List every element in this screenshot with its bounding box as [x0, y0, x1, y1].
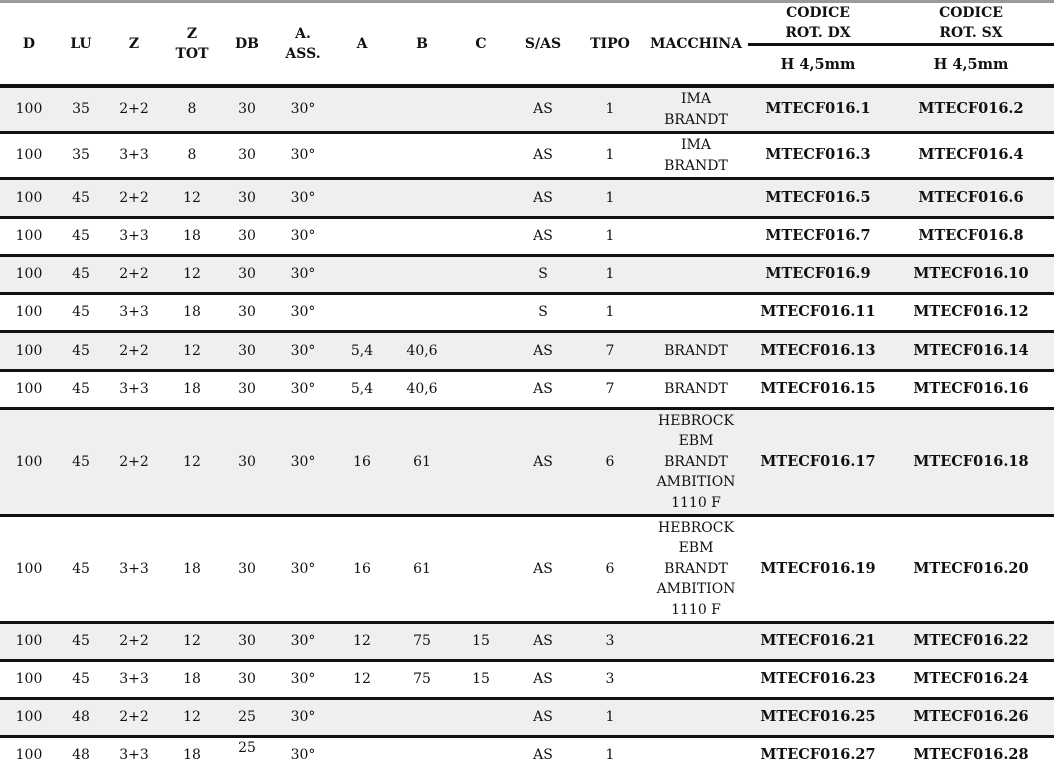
cell-ztot: 18	[164, 516, 220, 623]
cell-a	[332, 699, 392, 737]
machine-name: 1110 F	[644, 600, 748, 621]
cell-z: 3+3	[104, 294, 164, 332]
cell-sx: MTECF016.4	[888, 133, 1054, 179]
header-codice-dx-line1: CODICE	[748, 3, 888, 23]
cell-lu: 45	[58, 371, 104, 409]
cell-ztot: 18	[164, 371, 220, 409]
cell-a: 12	[332, 623, 392, 661]
header-codice-rot-dx	[748, 3, 888, 45]
cell-d: 100	[0, 256, 58, 294]
machine-name: BRANDT	[644, 379, 748, 400]
cell-dx: MTECF016.13	[748, 332, 888, 371]
header-codice-dx-line2: ROT. DX	[748, 23, 888, 43]
cell-lu: 45	[58, 409, 104, 516]
cell-aass: 30°	[274, 371, 332, 409]
cell-a	[332, 179, 392, 218]
cell-z: 3+3	[104, 218, 164, 256]
cell-z: 3+3	[104, 516, 164, 623]
table-row	[0, 661, 1054, 699]
cell-z: 2+2	[104, 256, 164, 294]
cell-d: 100	[0, 294, 58, 332]
header-a-ass	[274, 3, 332, 86]
cell-b	[392, 218, 452, 256]
cell-lu: 45	[58, 661, 104, 699]
cell-lu: 45	[58, 332, 104, 371]
cell-db: 30	[220, 409, 274, 516]
cell-aass: 30°	[274, 409, 332, 516]
table-row	[0, 256, 1054, 294]
cell-aass: 30°	[274, 661, 332, 699]
cell-ztot: 12	[164, 409, 220, 516]
cell-aass: 30°	[274, 133, 332, 179]
header-codice-rot-sx	[888, 3, 1054, 45]
cell-dx: MTECF016.21	[748, 623, 888, 661]
cell-sx: MTECF016.20	[888, 516, 1054, 623]
cell-dx: MTECF016.7	[748, 218, 888, 256]
header-d: D	[0, 3, 58, 86]
cell-a: 16	[332, 409, 392, 516]
cell-macchina	[644, 737, 748, 773]
product-code-table	[0, 3, 1054, 773]
cell-d: 100	[0, 699, 58, 737]
cell-macchina	[644, 409, 748, 516]
cell-db: 30	[220, 332, 274, 371]
cell-sx: MTECF016.12	[888, 294, 1054, 332]
cell-aass: 30°	[274, 294, 332, 332]
header-z-tot-line1: Z	[164, 24, 220, 44]
cell-d: 100	[0, 661, 58, 699]
cell-a	[332, 294, 392, 332]
cell-sx: MTECF016.6	[888, 179, 1054, 218]
header-s-as: S/AS	[510, 3, 576, 86]
cell-dx: MTECF016.25	[748, 699, 888, 737]
cell-c	[452, 332, 510, 371]
machine-name: EBM	[644, 431, 748, 452]
cell-dx: MTECF016.5	[748, 179, 888, 218]
cell-sx: MTECF016.24	[888, 661, 1054, 699]
cell-c	[452, 294, 510, 332]
cell-tipo: 1	[576, 737, 644, 773]
cell-macchina	[644, 86, 748, 133]
cell-b: 75	[392, 623, 452, 661]
cell-a	[332, 218, 392, 256]
cell-lu: 35	[58, 133, 104, 179]
machine-name: HEBROCK	[644, 518, 748, 539]
header-codice-sx-line2: ROT. SX	[888, 23, 1054, 43]
table-row	[0, 699, 1054, 737]
cell-d: 100	[0, 218, 58, 256]
cell-c	[452, 218, 510, 256]
cell-db: 30	[220, 86, 274, 133]
cell-tipo: 6	[576, 516, 644, 623]
machine-name: BRANDT	[644, 452, 748, 473]
cell-ztot: 18	[164, 661, 220, 699]
table-row	[0, 516, 1054, 623]
cell-aass: 30°	[274, 179, 332, 218]
cell-db: 30	[220, 294, 274, 332]
cell-db: 30	[220, 516, 274, 623]
cell-db: 30	[220, 661, 274, 699]
cell-d: 100	[0, 179, 58, 218]
cell-z: 2+2	[104, 409, 164, 516]
cell-sx: MTECF016.14	[888, 332, 1054, 371]
cell-c	[452, 86, 510, 133]
cell-z: 2+2	[104, 699, 164, 737]
cell-sas: S	[510, 256, 576, 294]
cell-ztot: 18	[164, 218, 220, 256]
cell-lu: 48	[58, 699, 104, 737]
cell-ztot: 8	[164, 86, 220, 133]
cell-dx: MTECF016.15	[748, 371, 888, 409]
cell-macchina	[644, 699, 748, 737]
table-row	[0, 409, 1054, 516]
cell-sx: MTECF016.16	[888, 371, 1054, 409]
machine-name: IMA	[644, 135, 748, 156]
cell-tipo: 7	[576, 371, 644, 409]
cell-macchina	[644, 516, 748, 623]
cell-sas: AS	[510, 661, 576, 699]
machine-name: AMBITION	[644, 472, 748, 493]
cell-c	[452, 256, 510, 294]
cell-dx: MTECF016.11	[748, 294, 888, 332]
cell-a	[332, 133, 392, 179]
cell-macchina	[644, 218, 748, 256]
cell-z: 2+2	[104, 179, 164, 218]
cell-a: 12	[332, 661, 392, 699]
cell-sas: AS	[510, 371, 576, 409]
cell-ztot: 12	[164, 179, 220, 218]
cell-c: 15	[452, 623, 510, 661]
cell-tipo: 3	[576, 661, 644, 699]
cell-ztot: 18	[164, 737, 220, 773]
table-row	[0, 86, 1054, 133]
cell-b: 40,6	[392, 371, 452, 409]
cell-sx: MTECF016.22	[888, 623, 1054, 661]
cell-aass: 30°	[274, 737, 332, 773]
cell-d: 100	[0, 516, 58, 623]
table-header	[0, 3, 1054, 86]
cell-tipo: 3	[576, 623, 644, 661]
cell-aass: 30°	[274, 516, 332, 623]
cell-tipo: 1	[576, 133, 644, 179]
header-z: Z	[104, 3, 164, 86]
cell-sas: AS	[510, 332, 576, 371]
header-z-tot	[164, 3, 220, 86]
cell-z: 2+2	[104, 332, 164, 371]
cell-sx: MTECF016.2	[888, 86, 1054, 133]
header-a-ass-line2: ASS.	[274, 44, 332, 64]
header-tipo: TIPO	[576, 3, 644, 86]
machine-name: 1110 F	[644, 493, 748, 514]
table-row	[0, 623, 1054, 661]
machine-name: AMBITION	[644, 579, 748, 600]
cell-b: 61	[392, 409, 452, 516]
header-a-ass-line1: A.	[274, 24, 332, 44]
cell-c	[452, 516, 510, 623]
machine-name: EBM	[644, 538, 748, 559]
cell-sas: AS	[510, 86, 576, 133]
cell-z: 2+2	[104, 86, 164, 133]
cell-sas: AS	[510, 409, 576, 516]
cell-ztot: 12	[164, 256, 220, 294]
cell-d: 100	[0, 371, 58, 409]
cell-sas: AS	[510, 179, 576, 218]
cell-macchina	[644, 256, 748, 294]
header-codice-sx-line1: CODICE	[888, 3, 1054, 23]
header-a: A	[332, 3, 392, 86]
table-row	[0, 332, 1054, 371]
table-row	[0, 294, 1054, 332]
cell-sas: AS	[510, 516, 576, 623]
cell-b	[392, 737, 452, 773]
cell-lu: 45	[58, 294, 104, 332]
machine-name: BRANDT	[644, 156, 748, 177]
table-row	[0, 218, 1054, 256]
header-macchina: MACCHINA	[644, 3, 748, 86]
cell-z: 3+3	[104, 133, 164, 179]
cell-sx: MTECF016.8	[888, 218, 1054, 256]
cell-z: 3+3	[104, 371, 164, 409]
cell-ztot: 8	[164, 133, 220, 179]
header-b: B	[392, 3, 452, 86]
cell-db: 30	[220, 179, 274, 218]
table-row	[0, 179, 1054, 218]
cell-lu: 45	[58, 623, 104, 661]
cell-c	[452, 133, 510, 179]
cell-b	[392, 256, 452, 294]
cell-db: 30	[220, 133, 274, 179]
cell-b	[392, 699, 452, 737]
cell-c	[452, 699, 510, 737]
cell-aass: 30°	[274, 86, 332, 133]
cell-db: 30	[220, 256, 274, 294]
cell-aass: 30°	[274, 699, 332, 737]
cell-c	[452, 179, 510, 218]
table-row	[0, 737, 1054, 773]
cell-a	[332, 256, 392, 294]
cell-aass: 30°	[274, 623, 332, 661]
cell-z: 3+3	[104, 737, 164, 773]
cell-d: 100	[0, 332, 58, 371]
cell-d: 100	[0, 86, 58, 133]
table-body	[0, 86, 1054, 773]
cell-lu: 48	[58, 737, 104, 773]
machine-name: BRANDT	[644, 110, 748, 131]
cell-b	[392, 294, 452, 332]
header-height-sx: H 4,5mm	[888, 45, 1054, 87]
cell-lu: 45	[58, 516, 104, 623]
cell-db: 30	[220, 218, 274, 256]
cell-b: 40,6	[392, 332, 452, 371]
cell-a: 16	[332, 516, 392, 623]
cell-aass: 30°	[274, 332, 332, 371]
header-z-tot-line2: TOT	[164, 44, 220, 64]
cell-sas: AS	[510, 623, 576, 661]
cell-b	[392, 86, 452, 133]
cell-ztot: 12	[164, 699, 220, 737]
cell-a: 5,4	[332, 371, 392, 409]
table-row	[0, 371, 1054, 409]
cell-d: 100	[0, 409, 58, 516]
machine-name: HEBROCK	[644, 411, 748, 432]
cell-dx: MTECF016.9	[748, 256, 888, 294]
cell-db: 30	[220, 623, 274, 661]
cell-dx: MTECF016.3	[748, 133, 888, 179]
cell-ztot: 18	[164, 294, 220, 332]
cell-lu: 45	[58, 179, 104, 218]
cell-macchina	[644, 179, 748, 218]
cell-z: 3+3	[104, 661, 164, 699]
cell-db: 25	[220, 699, 274, 737]
cell-d: 100	[0, 737, 58, 773]
cell-b: 61	[392, 516, 452, 623]
machine-name: IMA	[644, 89, 748, 110]
cell-db: 30	[220, 371, 274, 409]
cell-a: 5,4	[332, 332, 392, 371]
cell-macchina	[644, 332, 748, 371]
cell-dx: MTECF016.19	[748, 516, 888, 623]
machine-name: BRANDT	[644, 341, 748, 362]
cell-tipo: 1	[576, 179, 644, 218]
cell-z: 2+2	[104, 623, 164, 661]
cell-a	[332, 86, 392, 133]
header-height-dx: H 4,5mm	[748, 45, 888, 87]
cell-ztot: 12	[164, 332, 220, 371]
cell-macchina	[644, 623, 748, 661]
cell-d: 100	[0, 133, 58, 179]
cell-lu: 45	[58, 218, 104, 256]
cell-aass: 30°	[274, 218, 332, 256]
cell-sas: S	[510, 294, 576, 332]
cell-b	[392, 133, 452, 179]
cell-c: 15	[452, 661, 510, 699]
header-db: DB	[220, 3, 274, 86]
cell-sx: MTECF016.28	[888, 737, 1054, 773]
cell-tipo: 1	[576, 699, 644, 737]
cell-db: 25	[220, 737, 274, 773]
cell-c	[452, 409, 510, 516]
cell-dx: MTECF016.1	[748, 86, 888, 133]
cell-tipo: 1	[576, 86, 644, 133]
cell-macchina	[644, 133, 748, 179]
cell-tipo: 6	[576, 409, 644, 516]
cell-tipo: 1	[576, 218, 644, 256]
cell-c	[452, 737, 510, 773]
cell-dx: MTECF016.23	[748, 661, 888, 699]
cell-dx: MTECF016.27	[748, 737, 888, 773]
cell-aass: 30°	[274, 256, 332, 294]
cell-sas: AS	[510, 699, 576, 737]
cell-d: 100	[0, 623, 58, 661]
cell-a	[332, 737, 392, 773]
header-c: C	[452, 3, 510, 86]
cell-sas: AS	[510, 737, 576, 773]
cell-c	[452, 371, 510, 409]
header-lu: LU	[58, 3, 104, 86]
cell-b: 75	[392, 661, 452, 699]
cell-sas: AS	[510, 133, 576, 179]
table-row	[0, 133, 1054, 179]
cell-lu: 45	[58, 256, 104, 294]
cell-b	[392, 179, 452, 218]
cell-sx: MTECF016.10	[888, 256, 1054, 294]
cell-tipo: 1	[576, 294, 644, 332]
cell-tipo: 7	[576, 332, 644, 371]
cell-tipo: 1	[576, 256, 644, 294]
cell-sx: MTECF016.18	[888, 409, 1054, 516]
cell-macchina	[644, 371, 748, 409]
cell-sas: AS	[510, 218, 576, 256]
cell-dx: MTECF016.17	[748, 409, 888, 516]
cell-sx: MTECF016.26	[888, 699, 1054, 737]
machine-name: BRANDT	[644, 559, 748, 580]
cell-macchina	[644, 294, 748, 332]
cell-lu: 35	[58, 86, 104, 133]
cell-ztot: 12	[164, 623, 220, 661]
cell-macchina	[644, 661, 748, 699]
